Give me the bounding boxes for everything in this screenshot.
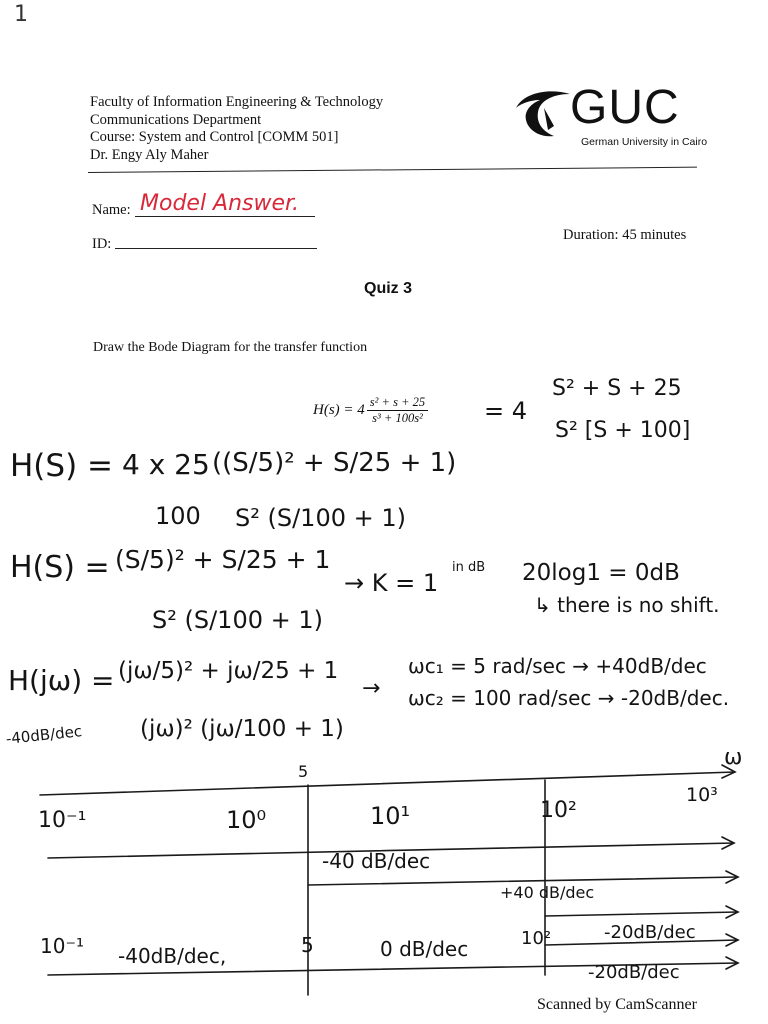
tick-10-1: 10¹	[370, 802, 411, 830]
line1-coef-num: 4 x 25	[122, 448, 210, 481]
tf-rewrite-prefix: = 4	[484, 397, 528, 425]
initial-slope-note: -40dB/dec	[5, 722, 83, 748]
gain-db-value: 20log1 = 0dB	[522, 560, 680, 586]
guc-logo-name: GUC	[570, 81, 680, 134]
id-label: ID:	[92, 236, 112, 252]
line2-lhs: H(S) =	[10, 550, 110, 585]
tf-rewrite-denominator: S² [S + 100]	[555, 418, 691, 443]
line1-lhs: H(S) =	[10, 448, 114, 484]
name-value: Model Answer.	[140, 191, 300, 216]
gain-note: → K = 1	[344, 569, 439, 597]
printed-tf-denominator: s³ + 100s²	[372, 411, 423, 425]
tick-10-2: 10²	[540, 798, 577, 823]
corner-frequency-1: ωc₁ = 5 rad/sec → +40dB/dec	[408, 654, 707, 678]
no-shift-note: ↳ there is no shift.	[534, 593, 720, 617]
printed-tf-numerator: s² + s + 25	[367, 395, 428, 411]
slope-plus-40: +40 dB/dec	[500, 883, 595, 902]
line1-denominator: S² (S/100 + 1)	[235, 504, 406, 532]
tick-10-0: 10⁰	[226, 806, 267, 834]
line3-lhs: H(jω) =	[8, 664, 115, 697]
instructor-text: Dr. Engy Aly Maher	[90, 146, 209, 163]
marker-5: 5	[298, 762, 309, 781]
bottom-slope-zero: 0 dB/dec	[380, 937, 469, 961]
line1-coef-den: 100	[155, 502, 201, 530]
course-text: Course: System and Control [COMM 501]	[90, 129, 339, 145]
slope-minus-40: -40 dB/dec	[322, 849, 431, 873]
scanner-footer: Scanned by CamScanner	[537, 996, 697, 1013]
duration-text: Duration: 45 minutes	[563, 227, 687, 243]
line1-numerator: ((S/5)² + S/25 + 1)	[212, 448, 457, 478]
bottom-slope-minus-40: -40dB/dec,	[118, 944, 227, 968]
line3-numerator: (jω/5)² + jω/25 + 1	[118, 658, 339, 684]
tick-10-minus-1: 10⁻¹	[38, 808, 87, 833]
omega-axis-label: ω	[724, 745, 743, 770]
guc-logo-subtitle: German University in Cairo	[581, 136, 708, 148]
slope-minus-20-a: -20dB/dec	[604, 922, 696, 943]
line3-arrow: →	[362, 676, 381, 701]
bottom-tick-10-minus-1: 10⁻¹	[40, 934, 85, 958]
line2-denominator: S² (S/100 + 1)	[152, 606, 323, 634]
corner-mark: 1	[14, 2, 28, 27]
tick-10-3: 10³	[686, 784, 718, 806]
question-text: Draw the Bode Diagram for the transfer function	[93, 340, 368, 355]
line2-numerator: (S/5)² + S/25 + 1	[115, 545, 331, 574]
tf-rewrite-numerator: S² + S + 25	[552, 376, 682, 401]
corner-frequency-2: ωc₂ = 100 rad/sec → -20dB/dec.	[408, 686, 730, 710]
gain-in-db: in dB	[452, 560, 486, 575]
quiz-title: Quiz 3	[364, 280, 413, 297]
printed-tf-lhs: H(s) = 4	[313, 402, 365, 418]
department-text: Communications Department	[90, 111, 262, 128]
slope-minus-20-b: -20dB/dec	[588, 962, 680, 983]
line3-denominator: (jω)² (jω/100 + 1)	[140, 716, 344, 742]
name-label: Name:	[92, 202, 131, 218]
bottom-tick-10-2: 10²	[521, 928, 552, 949]
faculty-text: Faculty of Information Engineering & Technology	[90, 94, 384, 110]
bottom-marker-5: 5	[301, 933, 314, 957]
